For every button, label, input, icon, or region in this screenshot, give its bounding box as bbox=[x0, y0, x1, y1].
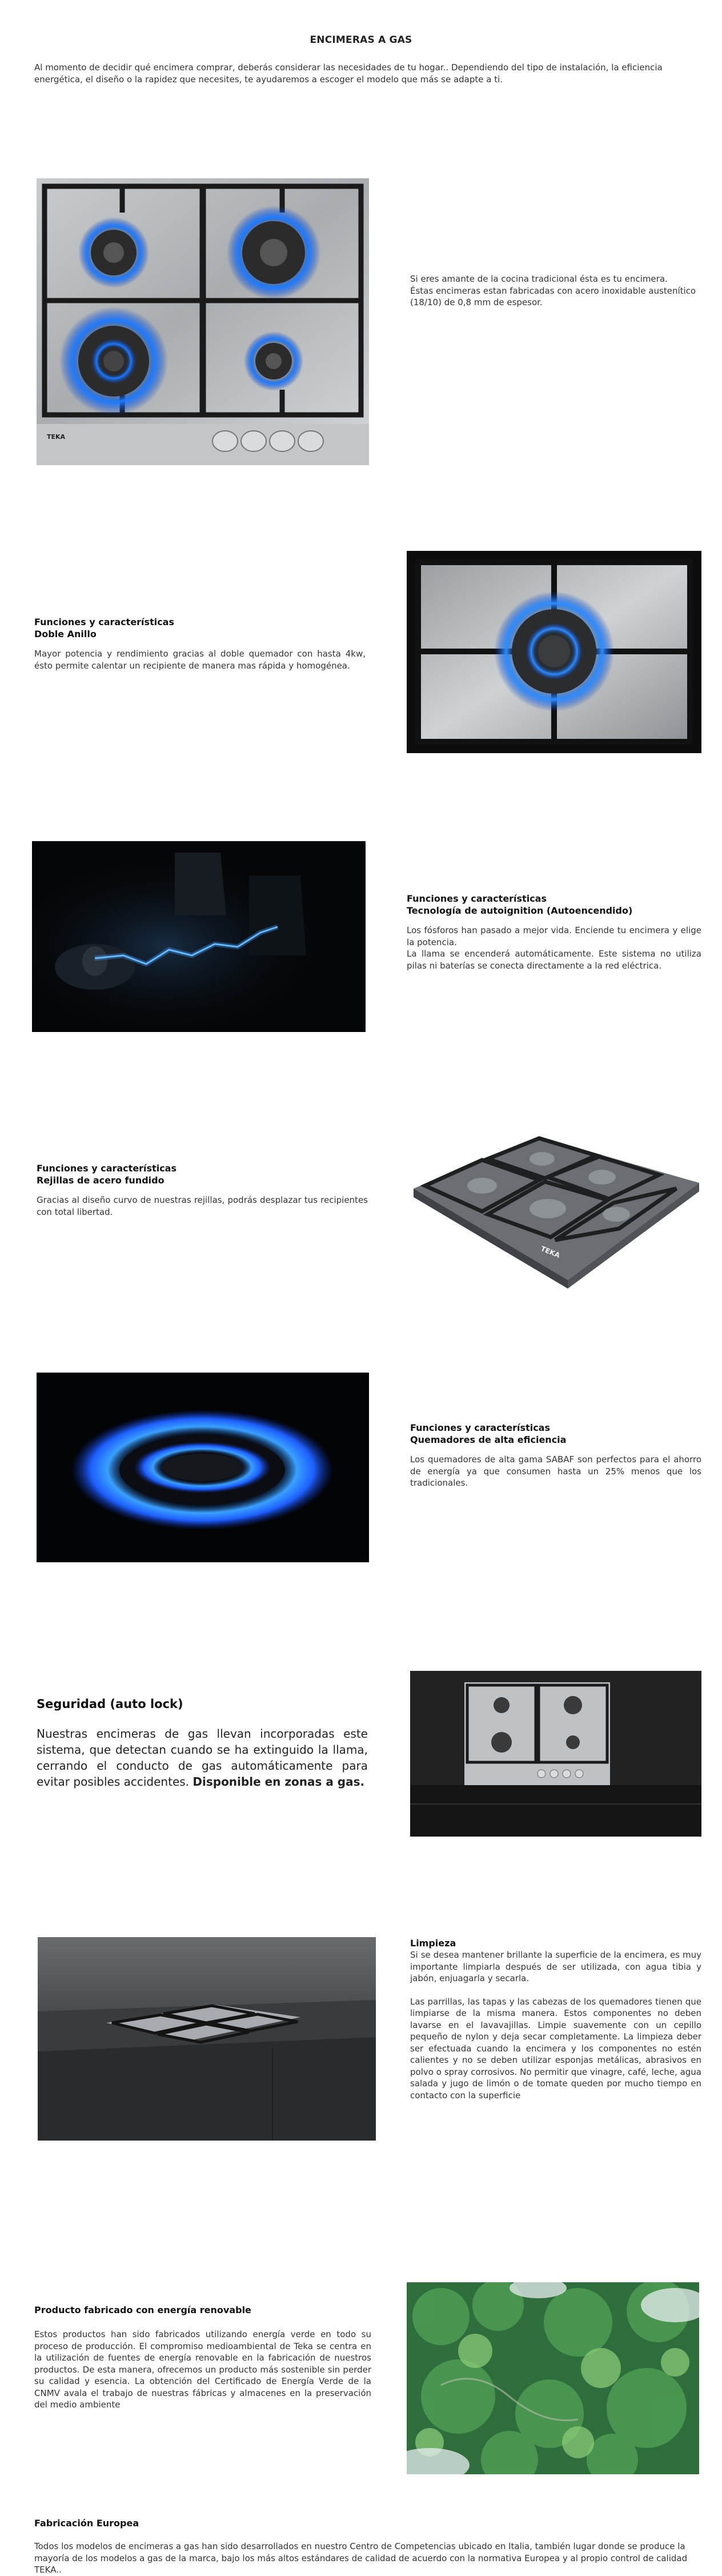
high-efficiency-burner-image bbox=[37, 1373, 369, 1562]
acero-text-1: Si eres amante de la cocina tradicional ésta es tu encimera. bbox=[410, 274, 668, 284]
section-heading: Funciones y características bbox=[37, 1163, 177, 1174]
section-subheading: Doble Anillo bbox=[34, 629, 97, 639]
autoignition-paragraph-1: Los fósforos han pasado a mejor vida. Enciende tu encimera y elige la potencia. bbox=[407, 925, 701, 947]
seguridad-text bbox=[37, 1697, 368, 1790]
seguridad-paragraph bbox=[37, 1726, 368, 1790]
renovable-text bbox=[34, 2304, 371, 2411]
limpieza-text bbox=[410, 1937, 701, 2101]
section-subheading: Quemadores de alta eficiencia bbox=[410, 1434, 567, 1445]
green-forest-aerial-image bbox=[407, 2282, 699, 2474]
autoignition-text bbox=[407, 893, 701, 971]
brand-logo: TEKA bbox=[47, 433, 66, 441]
double-ring-burner-image bbox=[407, 551, 701, 753]
hob-on-countertop-image bbox=[38, 1937, 376, 2141]
limpieza-paragraph-1: Si se desea mantener brillante la superficie de la encimera, es muy importante limpiarla después de ser utilizada, con agua tibia y jabón, enjuagarla y secarla. bbox=[410, 1950, 701, 1983]
acero-text bbox=[410, 273, 701, 309]
intro-text: Al momento de decidir qué encimera comprar, deberás considerar las necesidades de tu hogar.. Dependiendo del tipo de instalación, la eficiencia energética, el diseño o la rapidez que necesites, te ayudaremos a escoger el modelo que más se adapte a ti. bbox=[34, 62, 663, 85]
section-heading: Funciones y características bbox=[410, 1422, 550, 1433]
section-heading: Funciones y características bbox=[34, 617, 174, 627]
limpieza-paragraph-2: Las parrillas, las tapas y las cabezas de los quemadores tienen que limpiarse de la misma manera. Estos componentes no deben lavarse en el lavavajillas. Limpie suavemente con un cepillo pequeño de nylon y deja secar completamente. La limpieza deber ser efectuada cuando la encimera y los componentes no estén calientes y no se deben utilizar esponjas metálicas, abrasivos en polvo o spray corrosivos. No permitir que vinagre, café, leche, agua salada y jugo de limón o de tomate queden por mucho tiempo en contacto con la superficie bbox=[410, 1996, 701, 2101]
seguridad-text-body: Nuestras encimeras de gas llevan incorporadas este sistema, que detectan cuando se ha extinguido la llama, cerrando el conducto de gas automáticamente para evitar posibles accidentes. bbox=[37, 1727, 368, 1789]
autoignition-spark-image bbox=[32, 841, 366, 1032]
cast-iron-grates-image bbox=[408, 1120, 704, 1291]
hob-in-dark-kitchen-image bbox=[410, 1671, 701, 1837]
eficiencia-paragraph: Los quemadores de alta gama SABAF son perfectos para el ahorro de energía ya que consumen hasta un 25% menos que los tradicionales. bbox=[410, 1454, 701, 1488]
section-heading: Seguridad (auto lock) bbox=[37, 1697, 183, 1711]
europea-paragraph: Todos los modelos de encimeras a gas han sido desarrollados en nuestro Centro de Competencias ubicado en Italia, también lugar donde se produce la mayoría de los modelos a gas de la marca, bajo los más altos estándares de calidad de acuerdo con la normativa Europea y al propio control de calidad TEKA.. bbox=[34, 2541, 688, 2575]
autoignition-paragraph-2: La llama se encenderá automáticamente. Este sistema no utiliza pilas ni baterías se conecta directamente a la red eléctrica. bbox=[407, 949, 701, 971]
section-heading: Fabricación Europea bbox=[34, 2518, 139, 2529]
section-heading: Limpieza bbox=[410, 1938, 456, 1949]
rejillas-paragraph: Gracias al diseño curvo de nuestras rejillas, podrás desplazar tus recipientes con total libertad. bbox=[37, 1195, 368, 1217]
acero-text-2: Éstas encimeras estan fabricadas con acero inoxidable austenítico (18/10) de 0,8 mm de espesor. bbox=[410, 285, 696, 307]
section-subheading: Tecnología de autoignition (Autoencendido) bbox=[407, 905, 633, 916]
eficiencia-text bbox=[410, 1422, 701, 1489]
rejillas-text bbox=[37, 1162, 368, 1218]
section-heading: Funciones y características bbox=[407, 893, 547, 904]
doble-anillo-text bbox=[34, 616, 366, 671]
section-subheading: Rejillas de acero fundido bbox=[37, 1175, 165, 1186]
doble-anillo-paragraph: Mayor potencia y rendimiento gracias al doble quemador con hasta 4kw, ésto permite calentar un recipiente de manera mas rápida y homogénea. bbox=[34, 649, 366, 671]
europea-text bbox=[34, 2517, 691, 2576]
seguridad-emphasis: Disponible en zonas a gas. bbox=[192, 1775, 365, 1789]
brand-logo: TEKA bbox=[539, 1244, 561, 1260]
page-title: ENCIMERAS A GAS bbox=[310, 34, 412, 46]
renovable-paragraph: Estos productos han sido fabricados utilizando energía verde en todo su proceso de producción. El compromiso medioambiental de Teka se centra en la utilización de fuentes de energía renovable en la fabricación de nuestros productos. De esta manera, ofrecemos un producto más sostenible sin perder su calidad y esencia. La obtención del Certificado de Energía Verde de la CNMV avala el trabajo de nuestras fábricas y almacenes en la preservación del medio ambiente bbox=[34, 2329, 371, 2410]
section-heading: Producto fabricado con energía renovable bbox=[34, 2305, 251, 2315]
gas-hob-4-burners-image bbox=[37, 178, 369, 465]
